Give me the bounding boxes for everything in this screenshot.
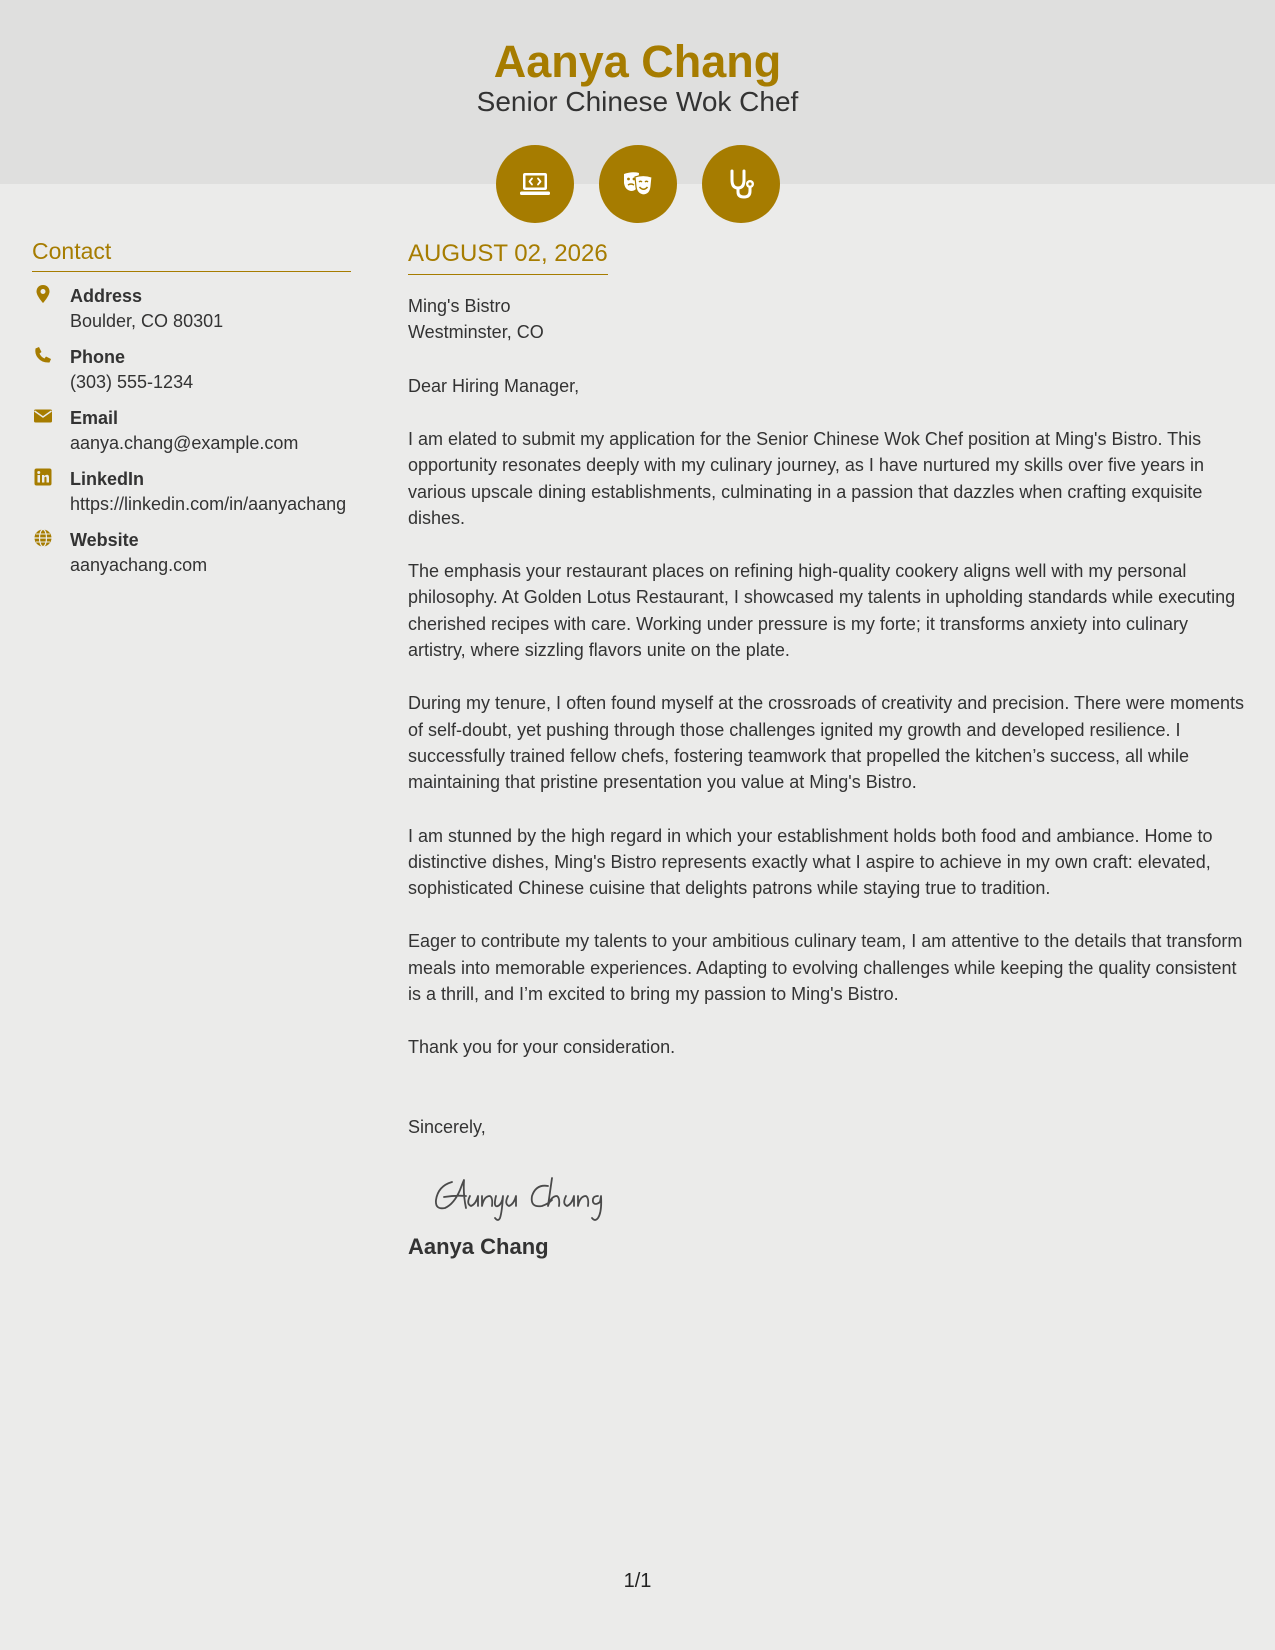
contact-item-email xyxy=(32,406,351,456)
contact-label: LinkedIn xyxy=(70,469,145,489)
theater-masks-icon xyxy=(599,145,677,223)
recipient-location: Westminster, CO xyxy=(408,322,544,342)
salutation: Dear Hiring Manager, xyxy=(408,376,580,396)
contact-heading: Contact xyxy=(32,236,351,272)
phone-icon xyxy=(33,345,57,369)
job-title: Senior Chinese Wok Chef xyxy=(476,86,799,117)
closing: Sincerely, xyxy=(408,1116,486,1137)
signer-name: Aanya Chang xyxy=(408,1233,549,1259)
envelope-icon xyxy=(33,406,57,430)
contact-item-website xyxy=(32,528,351,578)
contact-label: Website xyxy=(70,530,139,550)
contact-value: https://linkedin.com/in/aanyachang xyxy=(70,494,347,514)
letter-paragraph: I am elated to submit my application for the Senior Chinese Wok Chef position at Ming's Bistro. This opportunity resonates deeply with my culinary journey, as I have nurtured my skills over five years in various upscale dining establishments, culminating in a passion that dazzles when crafting exquisite dishes. xyxy=(408,429,1205,528)
letter-paragraph: Eager to contribute my talents to your ambitious culinary team, I am attentive to the details that transform meals into memorable experiences. Adapting to evolving challenges while keeping the quality consistent is a thrill, and I’m excited to bring my passion to Ming's Bistro. xyxy=(408,931,1243,1005)
contact-item-address xyxy=(32,284,351,334)
letter-paragraph: During my tenure, I often found myself at the crossroads of creativity and precision. There were moments of self-doubt, yet pushing through those challenges ignited my growth and developed resilience. I successfully trained fellow chefs, fostering teamwork that propelled the kitchen’s success, all while maintaining that pristine presentation you value at Ming's Bistro. xyxy=(408,693,1245,793)
cover-letter-body xyxy=(408,238,1248,1262)
letter-paragraph: Thank you for your consideration. xyxy=(408,1037,676,1058)
contact-value: Boulder, CO 80301 xyxy=(70,311,224,331)
contact-label: Email xyxy=(70,408,119,428)
header-icon-row xyxy=(496,145,780,223)
contact-label: Phone xyxy=(70,347,126,367)
contact-value: aanya.chang@example.com xyxy=(70,433,299,453)
contact-label: Address xyxy=(70,286,143,306)
contact-item-phone xyxy=(32,345,351,395)
contact-item-linkedin xyxy=(32,467,351,517)
letter-paragraph: I am stunned by the high regard in which your establishment holds both food and ambiance. Home to distinctive dishes, Ming's Bistro represents exactly what I aspire to achieve in my own craft: elevated, sophisticated Chinese cuisine that delights patrons while staying true to tradition. xyxy=(408,825,1213,899)
contact-value: (303) 555-1234 xyxy=(70,372,194,392)
handwritten-signature xyxy=(430,1164,1248,1224)
letter-paragraph: The emphasis your restaurant places on refining high-quality cookery aligns well with my personal philosophy. At Golden Lotus Restaurant, I showcased my talents in upholding standards while executing cherished recipes with care. Working under pressure is my forte; it transforms anxiety into culinary artistry, where sizzling flavors unite on the plate. xyxy=(408,561,1236,661)
stethoscope-icon xyxy=(702,145,780,223)
recipient-company: Ming's Bistro xyxy=(408,296,511,316)
laptop-code-icon xyxy=(496,145,574,223)
page-number: 1/1 xyxy=(623,1570,652,1592)
contact-sidebar xyxy=(32,236,351,589)
candidate-name: Aanya Chang xyxy=(493,36,782,87)
recipient-block xyxy=(408,293,1248,345)
location-pin-icon xyxy=(33,284,57,308)
linkedin-icon xyxy=(33,467,57,491)
contact-value: aanyachang.com xyxy=(70,555,208,575)
globe-icon xyxy=(33,528,57,552)
contact-list xyxy=(32,284,351,578)
letter-date: AUGUST 02, 2026 xyxy=(408,238,608,275)
